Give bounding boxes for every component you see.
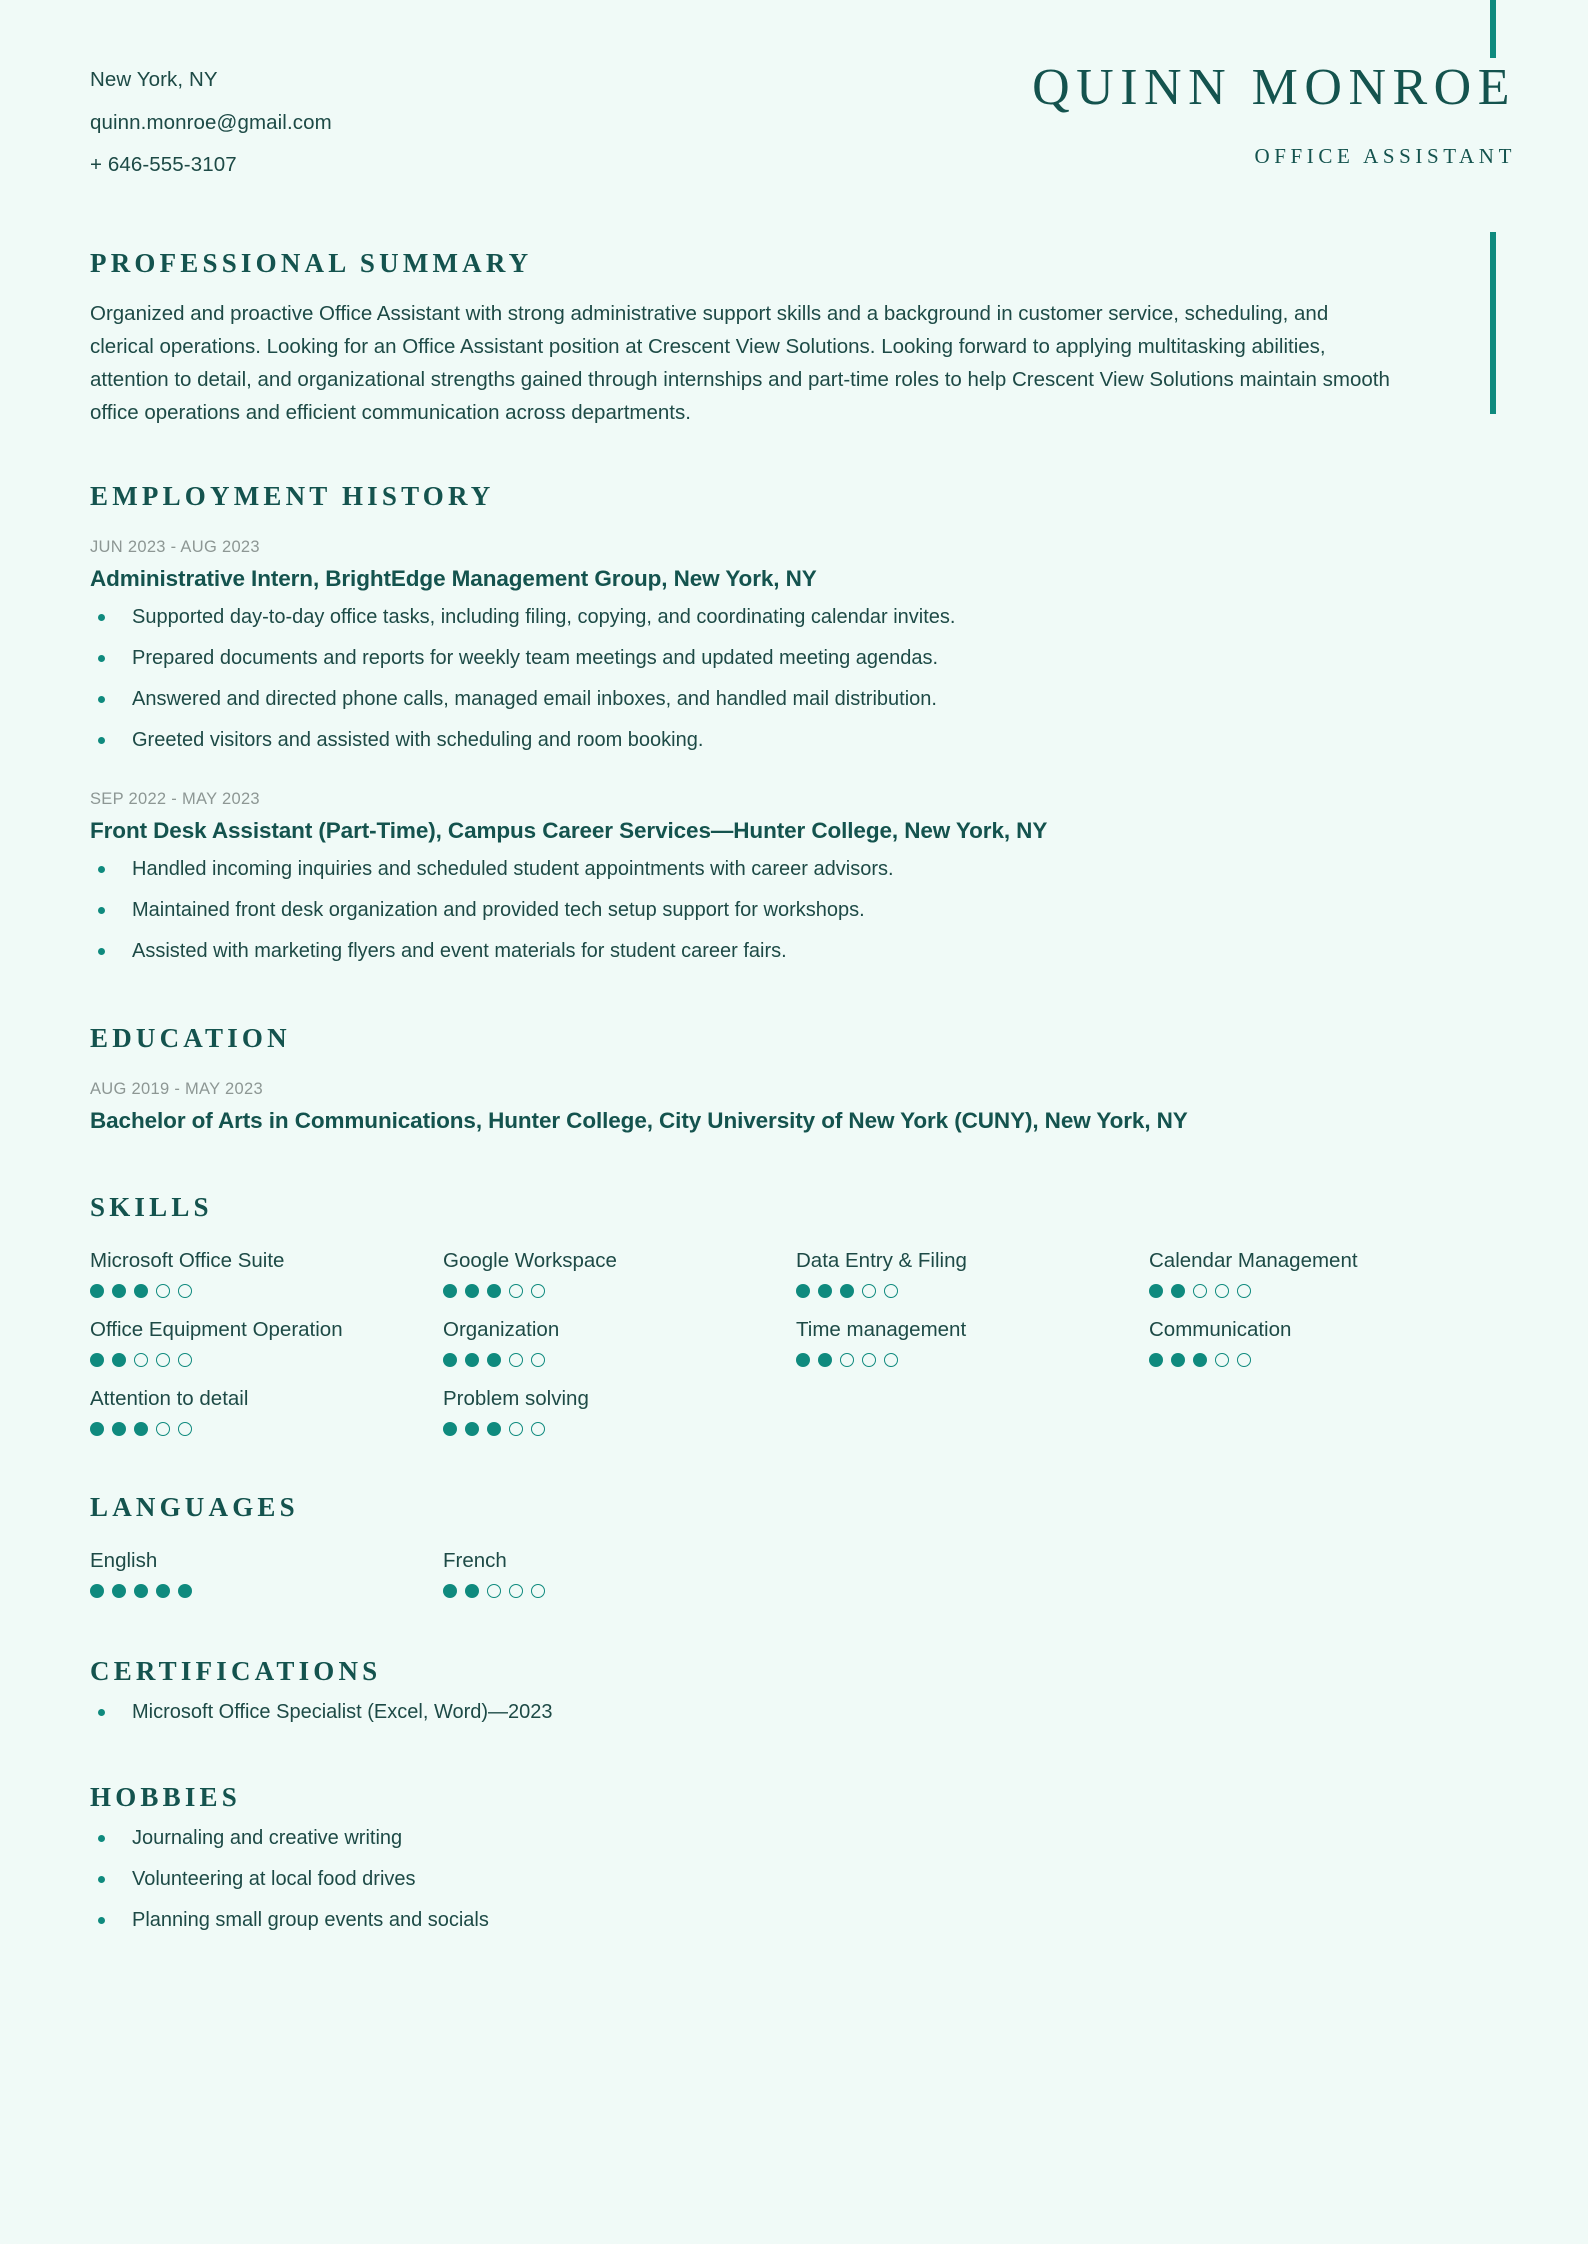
skill-rating	[90, 1422, 431, 1436]
employment-bullet-list	[90, 856, 1528, 965]
employment-dates: SEP 2022 - MAY 2023	[90, 790, 260, 809]
rating-dot-empty-icon	[862, 1284, 876, 1298]
skill-item	[1149, 1318, 1490, 1367]
rating-dot-filled-icon	[112, 1353, 126, 1367]
list-item: Prepared documents and reports for weekly team meetings and updated meeting agendas.	[90, 645, 1528, 672]
section-title-education: EDUCATION	[90, 1023, 291, 1054]
rating-dot-filled-icon	[134, 1284, 148, 1298]
section-employment-history	[90, 481, 1528, 965]
language-rating	[90, 1584, 431, 1598]
section-title-languages: LANGUAGES	[90, 1492, 299, 1523]
candidate-job-title: OFFICE ASSISTANT	[1254, 144, 1516, 168]
section-professional-summary	[90, 248, 1528, 430]
rating-dot-empty-icon	[1237, 1353, 1251, 1367]
rating-dot-empty-icon	[509, 1284, 523, 1298]
rating-dot-filled-icon	[90, 1584, 104, 1598]
languages-grid	[90, 1549, 1490, 1598]
employment-entry	[90, 790, 1528, 965]
rating-dot-filled-icon	[465, 1353, 479, 1367]
candidate-name: QUINN MONROE	[1032, 59, 1516, 116]
rating-dot-empty-icon	[509, 1584, 523, 1598]
list-item: Greeted visitors and assisted with scheduling and room booking.	[90, 727, 1528, 754]
section-title-summary: PROFESSIONAL SUMMARY	[90, 247, 533, 278]
skill-item	[90, 1387, 431, 1436]
rating-dot-filled-icon	[443, 1584, 457, 1598]
skill-name: Organization	[443, 1318, 560, 1342]
list-item: Microsoft Office Specialist (Excel, Word)—2023	[90, 1699, 1528, 1726]
rating-dot-filled-icon	[1149, 1284, 1163, 1298]
education-entry	[90, 1080, 1528, 1134]
section-education	[90, 1023, 1528, 1134]
rating-dot-filled-icon	[134, 1584, 148, 1598]
rating-dot-empty-icon	[487, 1584, 501, 1598]
rating-dot-filled-icon	[465, 1284, 479, 1298]
rating-dot-filled-icon	[1171, 1284, 1185, 1298]
rating-dot-empty-icon	[1215, 1353, 1229, 1367]
list-item: Answered and directed phone calls, managed email inboxes, and handled mail distribution.	[90, 686, 1528, 713]
skill-name: Data Entry & Filing	[796, 1249, 967, 1273]
list-item: Assisted with marketing flyers and event materials for student career fairs.	[90, 938, 1528, 965]
section-skills	[90, 1192, 1528, 1436]
section-title-skills: SKILLS	[90, 1192, 213, 1223]
skill-item	[443, 1318, 784, 1367]
rating-dot-filled-icon	[487, 1284, 501, 1298]
list-item: Volunteering at local food drives	[90, 1866, 1528, 1893]
rating-dot-filled-icon	[840, 1284, 854, 1298]
section-hobbies	[90, 1782, 1528, 1934]
skill-name: Calendar Management	[1149, 1249, 1358, 1273]
rating-dot-empty-icon	[1237, 1284, 1251, 1298]
rating-dot-filled-icon	[443, 1353, 457, 1367]
rating-dot-empty-icon	[531, 1422, 545, 1436]
skill-name: Attention to detail	[90, 1387, 249, 1411]
skill-name: Google Workspace	[443, 1249, 617, 1273]
list-item: Maintained front desk organization and provided tech setup support for workshops.	[90, 897, 1528, 924]
section-languages	[90, 1492, 1528, 1598]
skills-grid	[90, 1249, 1490, 1436]
skill-rating	[443, 1284, 784, 1298]
rating-dot-filled-icon	[796, 1353, 810, 1367]
rating-dot-empty-icon	[1193, 1284, 1207, 1298]
employment-bullet-list	[90, 604, 1528, 754]
skill-name: Communication	[1149, 1318, 1292, 1342]
skill-name: Microsoft Office Suite	[90, 1249, 285, 1273]
rating-dot-filled-icon	[465, 1422, 479, 1436]
rating-dot-filled-icon	[1193, 1353, 1207, 1367]
contact-location: New York, NY	[90, 68, 218, 91]
skill-name: Time management	[796, 1318, 967, 1342]
rating-dot-empty-icon	[840, 1353, 854, 1367]
list-item: Handled incoming inquiries and scheduled student appointments with career advisors.	[90, 856, 1528, 883]
rating-dot-filled-icon	[487, 1422, 501, 1436]
rating-dot-empty-icon	[884, 1353, 898, 1367]
skill-rating	[90, 1353, 431, 1367]
rating-dot-empty-icon	[178, 1284, 192, 1298]
rating-dot-filled-icon	[156, 1584, 170, 1598]
rating-dot-filled-icon	[90, 1353, 104, 1367]
rating-dot-empty-icon	[156, 1422, 170, 1436]
education-heading: Bachelor of Arts in Communications, Hunter College, City University of New York (CUNY), New York, NY	[90, 1108, 1188, 1134]
language-item	[90, 1549, 431, 1598]
rating-dot-filled-icon	[1149, 1353, 1163, 1367]
hobbies-list	[90, 1825, 1528, 1934]
contact-phone[interactable]: + 646-555-3107	[90, 153, 237, 176]
rating-dot-empty-icon	[1215, 1284, 1229, 1298]
contact-email[interactable]: quinn.monroe@gmail.com	[90, 110, 332, 134]
contact-block	[90, 62, 332, 198]
rating-dot-filled-icon	[443, 1284, 457, 1298]
rating-dot-filled-icon	[112, 1422, 126, 1436]
skill-item	[443, 1387, 784, 1436]
rating-dot-empty-icon	[862, 1353, 876, 1367]
rating-dot-filled-icon	[1171, 1353, 1185, 1367]
section-certifications	[90, 1656, 1528, 1726]
rating-dot-empty-icon	[531, 1584, 545, 1598]
list-item: Planning small group events and socials	[90, 1907, 1528, 1934]
skill-item	[90, 1318, 431, 1367]
language-item	[443, 1549, 784, 1598]
rating-dot-filled-icon	[465, 1584, 479, 1598]
skill-item	[796, 1318, 1137, 1367]
skill-rating	[796, 1353, 1137, 1367]
rating-dot-filled-icon	[796, 1284, 810, 1298]
summary-text: Organized and proactive Office Assistant with strong administrative support skills and a background in customer service, scheduling, and clerical operations. Looking for an Office Assistant position at Crescent View Solutions. Looking forward to applying multitasking abilities, attention to detail, and organizational strengths gained through internships and part-time roles to help Crescent View Solutions maintain smooth office operations and efficient communication across departments.	[90, 301, 1390, 425]
resume-header	[90, 0, 1528, 198]
skill-rating	[443, 1422, 784, 1436]
language-name: English	[90, 1549, 158, 1573]
rating-dot-empty-icon	[531, 1284, 545, 1298]
rating-dot-filled-icon	[134, 1422, 148, 1436]
rating-dot-empty-icon	[156, 1284, 170, 1298]
list-item: Supported day-to-day office tasks, including filing, copying, and coordinating calendar invites.	[90, 604, 1528, 631]
section-title-employment: EMPLOYMENT HISTORY	[90, 481, 495, 512]
section-title-certifications: CERTIFICATIONS	[90, 1656, 382, 1687]
skill-rating	[90, 1284, 431, 1298]
skill-item	[90, 1249, 431, 1298]
skill-rating	[443, 1353, 784, 1367]
rating-dot-empty-icon	[178, 1422, 192, 1436]
skill-item	[796, 1249, 1137, 1298]
employment-heading: Administrative Intern, BrightEdge Management Group, New York, NY	[90, 566, 817, 592]
rating-dot-filled-icon	[443, 1422, 457, 1436]
identity-block	[1032, 59, 1528, 169]
rating-dot-empty-icon	[178, 1353, 192, 1367]
section-title-hobbies: HOBBIES	[90, 1782, 241, 1813]
rating-dot-filled-icon	[90, 1284, 104, 1298]
education-dates: AUG 2019 - MAY 2023	[90, 1080, 263, 1099]
rating-dot-filled-icon	[818, 1284, 832, 1298]
list-item: Journaling and creative writing	[90, 1825, 1528, 1852]
employment-entry	[90, 538, 1528, 754]
skill-rating	[1149, 1284, 1490, 1298]
rating-dot-filled-icon	[112, 1584, 126, 1598]
rating-dot-empty-icon	[509, 1353, 523, 1367]
employment-dates: JUN 2023 - AUG 2023	[90, 538, 260, 557]
rating-dot-empty-icon	[531, 1353, 545, 1367]
skill-item	[1149, 1249, 1490, 1298]
skill-rating	[796, 1284, 1137, 1298]
skill-name: Problem solving	[443, 1387, 589, 1411]
language-rating	[443, 1584, 784, 1598]
certifications-list	[90, 1699, 1528, 1726]
rating-dot-empty-icon	[509, 1422, 523, 1436]
rating-dot-filled-icon	[818, 1353, 832, 1367]
rating-dot-empty-icon	[156, 1353, 170, 1367]
rating-dot-filled-icon	[90, 1422, 104, 1436]
language-name: French	[443, 1549, 507, 1573]
rating-dot-filled-icon	[112, 1284, 126, 1298]
employment-heading: Front Desk Assistant (Part-Time), Campus Career Services—Hunter College, New York, NY	[90, 818, 1048, 844]
rating-dot-empty-icon	[134, 1353, 148, 1367]
skill-name: Office Equipment Operation	[90, 1318, 343, 1342]
skill-rating	[1149, 1353, 1490, 1367]
rating-dot-empty-icon	[884, 1284, 898, 1298]
skill-item	[443, 1249, 784, 1298]
rating-dot-filled-icon	[487, 1353, 501, 1367]
rating-dot-filled-icon	[178, 1584, 192, 1598]
